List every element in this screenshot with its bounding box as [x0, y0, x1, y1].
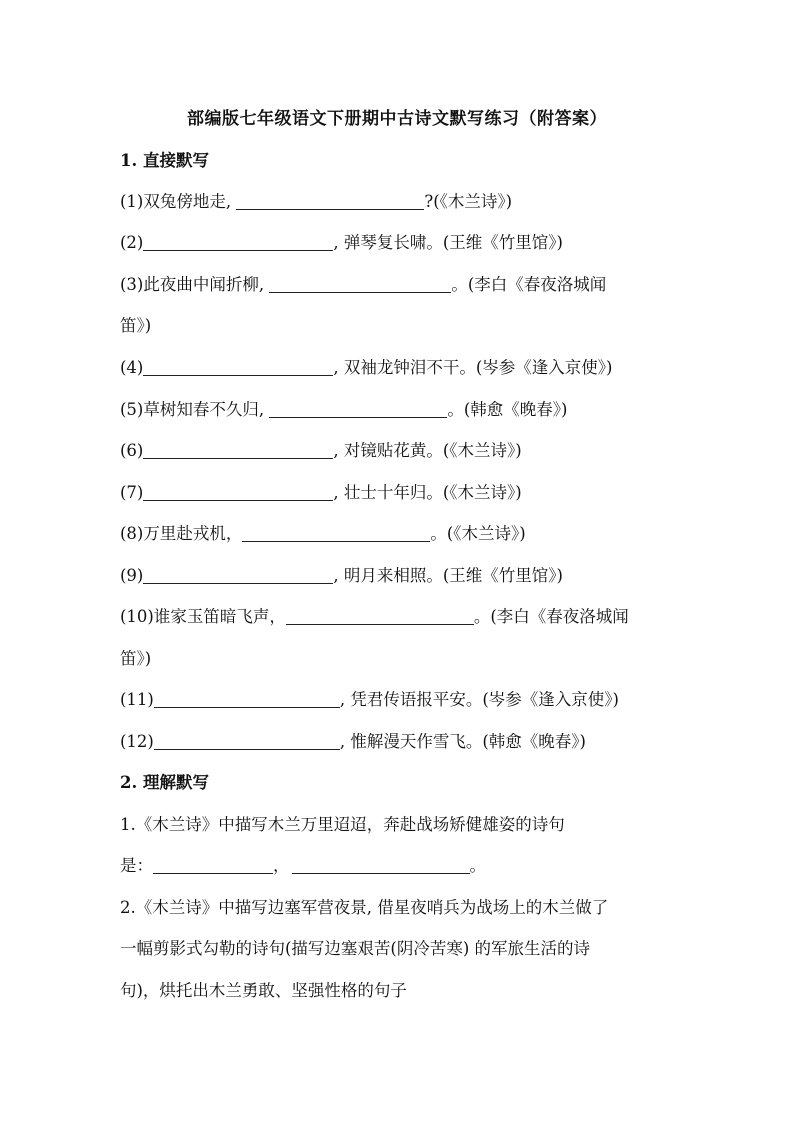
understanding-q2-line2: 一幅剪影式勾勒的诗句(描写边塞艰苦(阴冷苦寒) 的军旅生活的诗: [120, 939, 591, 958]
answer-blank[interactable]: [143, 442, 333, 459]
question-1: (1)双兔傍地走, ?(《木兰诗》): [120, 192, 513, 211]
question-7: (7) , 壮士十年归。(《木兰诗》): [120, 483, 522, 502]
answer-blank[interactable]: [154, 733, 340, 750]
answer-blank[interactable]: [153, 857, 273, 874]
section-heading-direct: 1. 直接默写: [120, 151, 209, 170]
question-4: (4) , 双袖龙钟泪不干。(岑参《逢入京使》): [120, 358, 613, 377]
question-10-cont: 笛》): [120, 649, 152, 668]
section-heading-understanding: 2. 理解默写: [120, 773, 209, 792]
question-3: (3)此夜曲中闻折柳, 。(李白《春夜洛城闻: [120, 275, 607, 294]
answer-blank[interactable]: [154, 691, 340, 708]
answer-blank[interactable]: [269, 401, 447, 418]
question-8: (8)万里赴戎机， 。(《木兰诗》): [120, 524, 526, 543]
answer-blank[interactable]: [286, 608, 474, 625]
answer-blank[interactable]: [143, 484, 333, 501]
answer-blank[interactable]: [143, 567, 333, 584]
answer-blank[interactable]: [242, 525, 430, 542]
question-11: (11) , 凭君传语报平安。(岑参《逢入京使》): [120, 690, 619, 709]
question-9: (9) , 明月来相照。(王维《竹里馆》): [120, 566, 563, 585]
understanding-q2-line1: 2.《木兰诗》中描写边塞军营夜景, 借星夜哨兵为战场上的木兰做了: [120, 898, 609, 917]
answer-blank[interactable]: [143, 234, 333, 251]
question-2: (2) , 弹琴复长啸。(王维《竹里馆》): [120, 233, 563, 252]
question-6: (6) , 对镜贴花黄。(《木兰诗》): [120, 441, 522, 460]
answer-blank[interactable]: [292, 857, 470, 874]
understanding-q2-line3: 句)，烘托出木兰勇敢、坚强性格的句子: [120, 981, 407, 1000]
understanding-q1-answer: 是： ， 。: [120, 856, 486, 875]
answer-blank[interactable]: [269, 276, 451, 293]
question-5: (5)草树知春不久归, 。(韩愈《晚春》): [120, 400, 568, 419]
understanding-q1: 1.《木兰诗》中描写木兰万里迢迢，奔赴战场矫健雄姿的诗句: [120, 815, 565, 834]
answer-blank[interactable]: [143, 359, 333, 376]
question-12: (12) , 惟解漫天作雪飞。(韩愈《晚春》): [120, 732, 586, 751]
question-10: (10)谁家玉笛暗飞声， 。(李白《春夜洛城闻: [120, 607, 629, 626]
answer-blank[interactable]: [236, 193, 424, 210]
question-3-cont: 笛》): [120, 316, 152, 335]
page-title: 部编版七年级语文下册期中古诗文默写练习（附答案）: [187, 109, 607, 129]
